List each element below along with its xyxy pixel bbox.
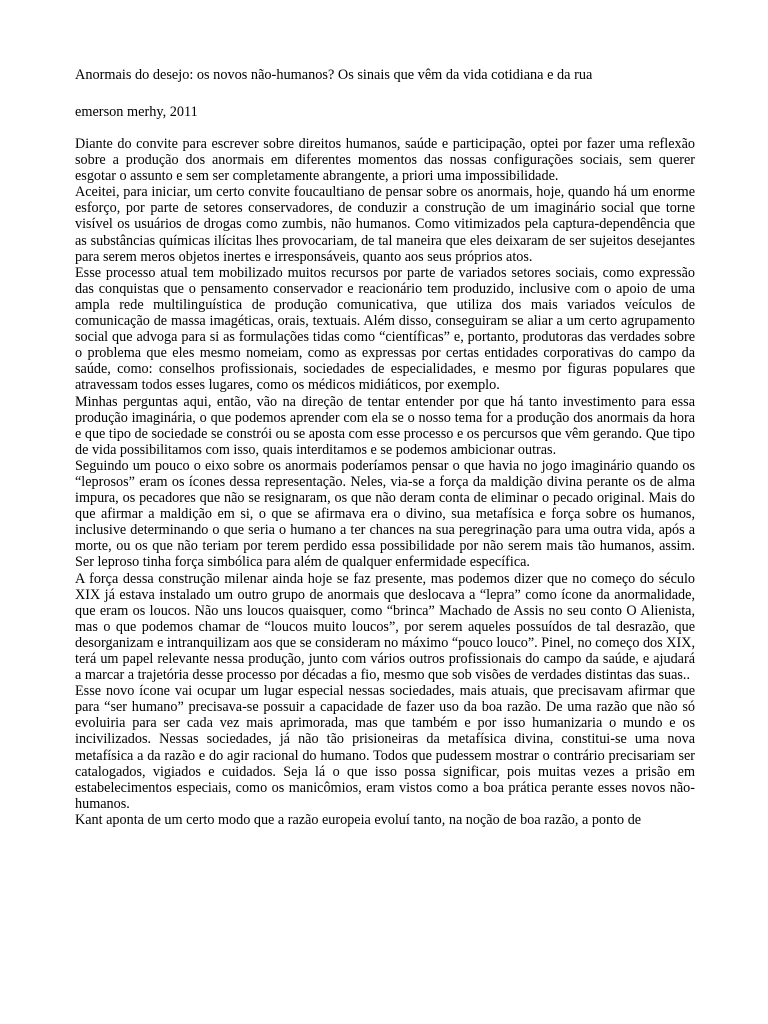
paragraph: Esse novo ícone vai ocupar um lugar especial nessas sociedades, mais atuais, que precisavam afirmar que para “ser humano” precisava-se possuir a capacidade de fazer uso da boa razão. De uma razão que não só evoluiria para ser cada vez mais aprimorada, mas que também e por isso humanizaria o mundo e os incivilizados. Nessas sociedades, já não tão prisioneiras da metafísica divina, constitui-se uma nova metafísica a da razão e do agir racional do humano. Todos que pudessem mostrar o contrário precisariam ser catalogados, vigiados e cuidados. Seja lá o que isso possa significar, pois muitas vezes a prisão em estabelecimentos especiais, como os manicômios, eram vistos como a boa prática perante esses novos não-humanos. xyxy=(75,683,695,812)
paragraph: Aceitei, para iniciar, um certo convite foucaultiano de pensar sobre os anormais, hoje, quando há um enorme esforço, por parte de setores conservadores, de conduzir a construção de um imaginário social que torne visível os usuários de drogas como zumbis, não humanos. Como vitimizados pela captura-dependência que as substâncias químicas ilícitas lhes provocariam, de tal maneira que eles deixaram de ser sujeitos desejantes para serem meros objetos inertes e irresponsáveis, quanto aos seus próprios atos. xyxy=(75,184,695,265)
paragraph: Diante do convite para escrever sobre direitos humanos, saúde e participação, optei por fazer uma reflexão sobre a produção dos anormais em diferentes momentos das nossas configurações sociais, sem querer esgotar o assunto e sem ser completamente abrangente, a priori uma impossibilidade. xyxy=(75,136,695,185)
paragraph: Seguindo um pouco o eixo sobre os anormais poderíamos pensar o que havia no jogo imaginário quando os “leprosos” eram os ícones dessa representação. Neles, via-se a força da maldição divina perante os de alma impura, os pecadores que não se resignaram, os que não deram conta de eliminar o pecado original. Mais do que afirmar a maldição em si, o que se afirmava era o divino, sua metafísica e força sobre os humanos, inclusive determinando o que seria o humano a ter chances na sua peregrinação para uma outra vida, após a morte, ou os que não teriam por terem perdido essa possibilidade por não serem mais tão humanos, assim. Ser leproso tinha força simbólica para além de qualquer enfermidade específica. xyxy=(75,457,695,571)
document-title: Anormais do desejo: os novos não-humanos? Os sinais que vêm da vida cotidiana e da rua xyxy=(75,67,593,83)
author-line: emerson merhy, 2011 xyxy=(75,104,198,120)
paragraph: Esse processo atual tem mobilizado muitos recursos por parte de variados setores sociais, como expressão das conquistas que o pensamento conservador e reacionário tem produzido, inclusive com o apoio de uma ampla rede multilinguística de produção comunicativa, que utiliza dos mais variados veículos de comunicação de massa imagéticas, orais, textuais. Além disso, conseguiram se aliar a um certo agrupamento social que advoga para si as formulações tidas como “científicas” e, portanto, produtoras das verdades sobre o problema que eles mesmo nomeiam, como as expressas por certas entidades corporativas do campo da saúde, como: conselhos profissionais, sociedades de especialidades, e mesmo por figuras populares que atravessam todos esses lugares, como os médicos midiáticos, por exemplo. xyxy=(75,264,695,394)
paragraph: A força dessa construção milenar ainda hoje se faz presente, mas podemos dizer que no começo do século XIX já estava instalado um outro grupo de anormais que deslocava a “lepra” como ícone da anormalidade, que eram os loucos. Não uns loucos quaisquer, como “brinca” Machado de Assis no seu conto O Alienista, mas o que podemos chamar de “loucos muito loucos”, por serem aqueles possuídos de tal desrazão, que desorganizam e intranquilizam aos que se consideram no máximo “pouco louco”. Pinel, no começo dos XIX, terá um papel relevante nessa produção, junto com vários outros profissionais do campo da saúde, e ajudará a marcar a trajetória desse processo por décadas a fio, mesmo que sob visões de verdades distintas das suas.. xyxy=(75,570,695,684)
paragraph: Kant aponta de um certo modo que a razão europeia evoluí tanto, na noção de boa razão, a ponto de xyxy=(75,811,642,828)
document-body xyxy=(75,136,695,828)
paragraph: Minhas perguntas aqui, então, vão na direção de tentar entender por que há tanto investimento para essa produção imaginária, o que podemos aprender com ela se o nosso tema for a produção dos anormais da hora e que tipo de sociedade se constrói ou se aposta com esse processo e os percursos que vêm gerando. Que tipo de vida possibilitamos com isso, quais interditamos e se podemos ambicionar outras. xyxy=(75,393,695,458)
